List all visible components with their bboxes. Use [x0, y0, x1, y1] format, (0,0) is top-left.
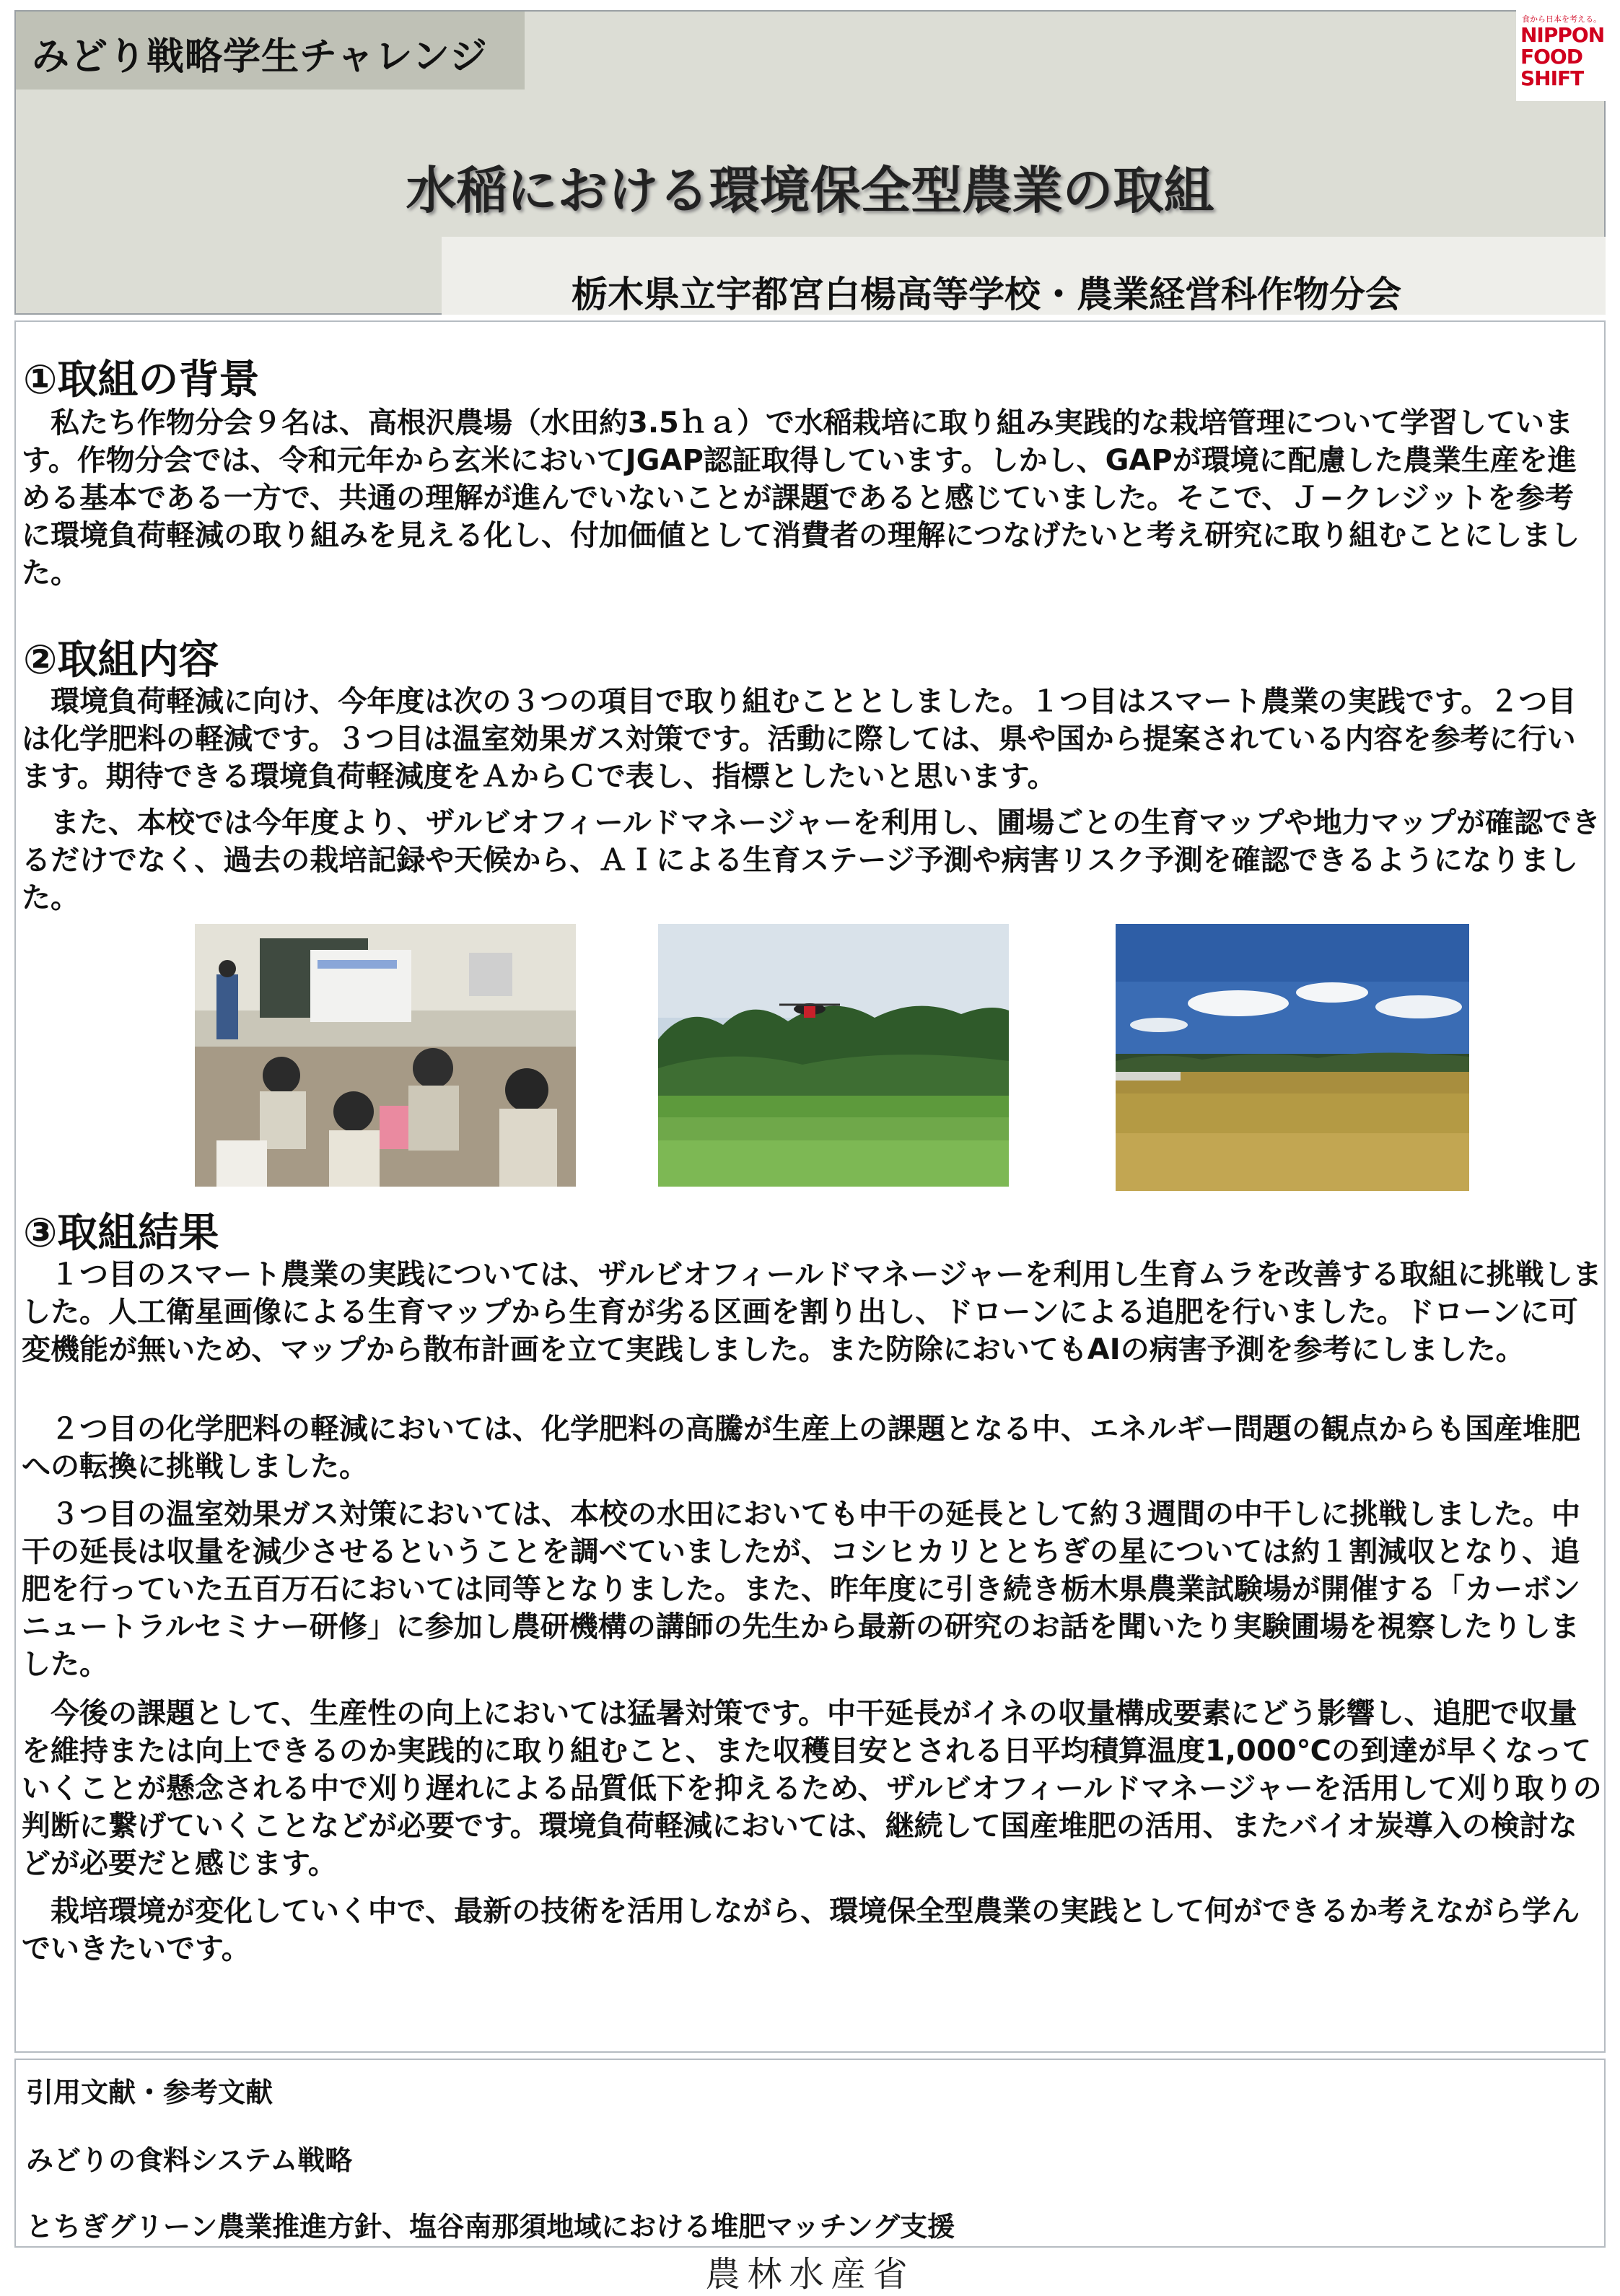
poster-header: [14, 10, 1606, 315]
school-name: 栃木県立宇都宮白楊高等学校・農業経営科作物分会: [442, 237, 1606, 315]
results-paragraph-4: 今後の課題として、生産性の向上においては猛暑対策です。中干延長がイネの収量構成要素にどう影響し、追肥で収量を維持または向上できるのか実践的に取り組むこと、また収穫目安とされる日平均積算温度1,000℃の到達が早くなっていくことが懸念される中で刈り遅れによる品質低下を抑えるため、ザルビオフィールドマネージャーを活用して刈り取りの判断に繋げていくことなどが必要です。環境負荷軽減においては、継続して国産堆肥の活用、またバイオ炭導入の検討などが必要だと感じます。: [22, 1697, 1602, 1880]
logo-line-1: NIPPON: [1520, 23, 1605, 47]
section-heading-background: ①取組の背景: [23, 357, 260, 403]
poster-body: [14, 320, 1606, 2053]
results-paragraph-1: １つ目のスマート農業の実践については、ザルビオフィールドマネージャーを利用し生育ムラを改善する取組に挑戦しました。人工衛星画像による生育マップから生育が劣る区画を割り出し、ドローンによる追肥を行いました。ドローンに可変機能が無いため、マップから散布計画を立て実践しました。また防除においてもAIの病害予測を参考にしました。: [22, 1258, 1602, 1366]
nippon-food-shift-logo: [1516, 9, 1608, 101]
results-paragraph-2: ２つ目の化学肥料の軽減においては、化学肥料の高騰が生産上の課題となる中、エネルギー問題の観点からも国産堆肥への転換に挑戦しました。: [22, 1413, 1580, 1483]
poster-title: 水稲における環境保全型農業の取組: [406, 161, 1214, 220]
program-tag: みどり戦略学生チャレンジ: [16, 12, 525, 90]
rice-field-photo: [1116, 924, 1469, 1191]
references-box: [14, 2059, 1606, 2248]
results-paragraph-3: ３つ目の温室効果ガス対策においては、本校の水田においても中干の延長として約３週間の中干しに挑戦しました。中干の延長は収量を減少させるということを調べていましたが、コシヒカリととちぎの星については約１割減収となり、追肥を行っていた五百万石においては同等となりました。また、昨年度に引き続き栃木県農業試験場が開催する「カーボンニュートラルセミナー研修」に参加し農研機構の講師の先生から最新の研究のお話を聞いたり実験圃場を視察したりしました。: [22, 1498, 1580, 1681]
classroom-photo: [195, 924, 576, 1187]
reference-item-1: みどりの食料システム戦略: [26, 2144, 353, 2176]
results-paragraph-5: 栽培環境が変化していく中で、最新の技術を活用しながら、環境保全型農業の実践として何ができるか考えながら学んでいきたいです。: [22, 1895, 1580, 1965]
section-heading-results: ③取組結果: [23, 1210, 219, 1257]
background-paragraph: 私たち作物分会９名は、高根沢農場（水田約3.5ｈａ）で水稲栽培に取り組み実践的な栽培管理について学習しています。作物分会では、令和元年から玄米においてJGAP認証取得しています。しかし、GAPが環境に配慮した農業生産を進める基本である一方で、共通の理解が進んでいないことが課題であると感じていました。そこで、Ｊ−クレジットを参考に環境負荷軽減の取り組みを見える化し、付加価値として消費者の理解につなげたいと考え研究に取り組むことにしました。: [22, 406, 1580, 590]
section-heading-content: ②取組内容: [23, 637, 219, 684]
reference-item-2: とちぎグリーン農業推進方針、塩谷南那須地域における堆肥マッチング支援: [26, 2211, 955, 2243]
content-paragraph-1: 環境負荷軽減に向け、今年度は次の３つの項目で取り組むこととしました。１つ目はスマート農業の実践です。２つ目は化学肥料の軽減です。３つ目は温室効果ガス対策です。活動に際しては、県や国から提案されている内容を参考に行います。期待できる環境負荷軽減度をＡからＣで表し、指標としたいと思います。: [22, 685, 1577, 793]
logo-line-2: FOOD: [1520, 45, 1582, 69]
logo-line-3: SHIFT: [1520, 66, 1584, 90]
logo-tagline: 食から日本を考える。: [1522, 14, 1601, 24]
ministry-footer: 農林水産省: [705, 2254, 915, 2295]
content-paragraph-2: また、本校では今年度より、ザルビオフィールドマネージャーを利用し、圃場ごとの生育マップや地力マップが確認できるだけでなく、過去の栽培記録や天候から、ＡＩによる生育ステージ予測や病害リスク予測を確認できるようになりました。: [22, 806, 1601, 915]
references-heading: 引用文献・参考文献: [26, 2077, 273, 2108]
drone-photo: [658, 924, 1009, 1187]
